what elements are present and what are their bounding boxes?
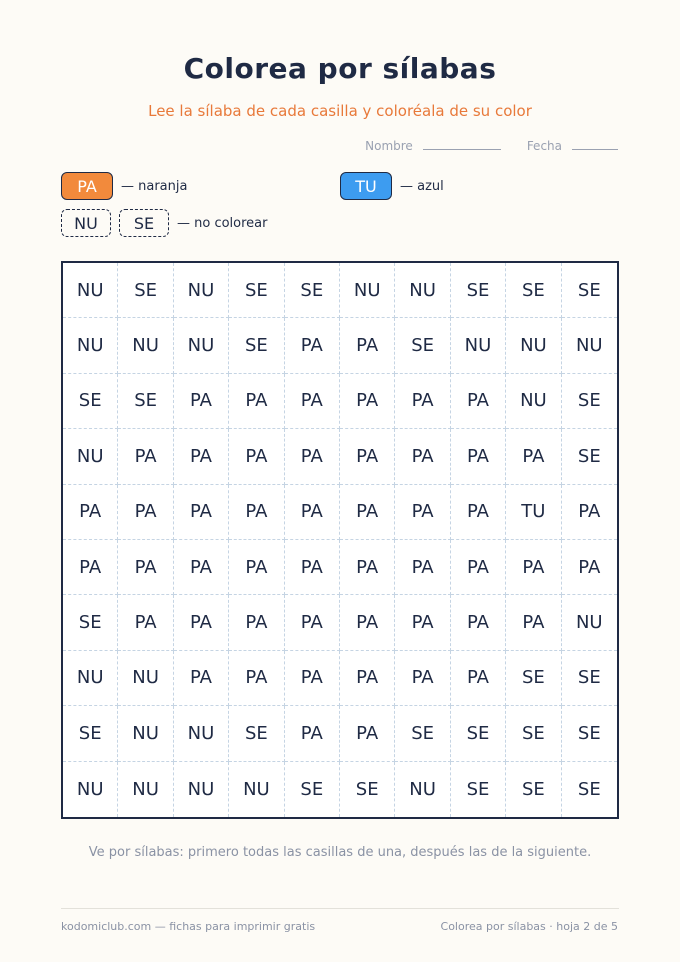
page-subtitle: Lee la sílaba de cada casilla y coloréala de su color bbox=[148, 102, 532, 120]
grid-cell[interactable]: NU bbox=[63, 263, 118, 318]
grid-cell[interactable]: NU bbox=[174, 263, 229, 318]
grid-cell[interactable]: PA bbox=[285, 429, 340, 484]
grid-cell[interactable]: PA bbox=[395, 595, 450, 650]
date-line[interactable] bbox=[572, 149, 618, 150]
grid-cell[interactable]: PA bbox=[174, 429, 229, 484]
grid-cell[interactable]: PA bbox=[285, 540, 340, 595]
page-title: Colorea por sílabas bbox=[183, 52, 497, 85]
grid-cell[interactable]: PA bbox=[285, 706, 340, 761]
syllable-grid bbox=[61, 261, 619, 819]
grid-cell[interactable]: PA bbox=[174, 485, 229, 540]
grid-cell[interactable]: PA bbox=[63, 485, 118, 540]
grid-cell[interactable]: SE bbox=[63, 374, 118, 429]
footer-site: kodomiclub.com — fichas para imprimir gratis bbox=[61, 920, 316, 933]
grid-cell[interactable]: NU bbox=[506, 318, 561, 373]
grid-cell[interactable]: PA bbox=[229, 429, 284, 484]
blue-chip: TU bbox=[340, 172, 392, 200]
grid-cell[interactable]: SE bbox=[506, 706, 561, 761]
grid-cell[interactable]: PA bbox=[395, 429, 450, 484]
grid-cell[interactable]: SE bbox=[562, 263, 617, 318]
grid-cell[interactable]: PA bbox=[506, 595, 561, 650]
grid-cell[interactable]: PA bbox=[118, 540, 173, 595]
blue-label: — azul bbox=[400, 178, 444, 194]
grid-cell[interactable]: PA bbox=[174, 540, 229, 595]
grid-cell[interactable]: PA bbox=[451, 540, 506, 595]
grid-cell[interactable]: NU bbox=[174, 706, 229, 761]
grid-cell[interactable]: NU bbox=[118, 706, 173, 761]
grid-cell[interactable]: PA bbox=[285, 651, 340, 706]
grid-cell[interactable]: PA bbox=[229, 651, 284, 706]
grid-cell[interactable]: NU bbox=[395, 762, 450, 817]
grid-cell[interactable]: TU bbox=[506, 485, 561, 540]
grid-cell[interactable]: PA bbox=[285, 374, 340, 429]
grid-cell[interactable]: PA bbox=[395, 485, 450, 540]
grid-cell[interactable]: SE bbox=[395, 318, 450, 373]
grid-cell[interactable]: NU bbox=[174, 762, 229, 817]
name-line[interactable] bbox=[423, 149, 501, 150]
grid-cell[interactable]: NU bbox=[118, 318, 173, 373]
grid-cell[interactable]: SE bbox=[451, 762, 506, 817]
orange-label: — naranja bbox=[121, 178, 188, 194]
grid-cell[interactable]: SE bbox=[285, 762, 340, 817]
grid-cell[interactable]: SE bbox=[118, 263, 173, 318]
grid-cell[interactable]: PA bbox=[285, 595, 340, 650]
grid-cell[interactable]: PA bbox=[562, 540, 617, 595]
no-color-label: — no colorear bbox=[177, 215, 268, 231]
grid-cell[interactable]: PA bbox=[285, 318, 340, 373]
grid-cell[interactable]: PA bbox=[506, 429, 561, 484]
grid-cell[interactable]: NU bbox=[562, 595, 617, 650]
grid-cell[interactable]: SE bbox=[506, 263, 561, 318]
grid-cell[interactable]: PA bbox=[340, 374, 395, 429]
footer-page-info: Colorea por sílabas · hoja 2 de 5 bbox=[440, 920, 618, 933]
grid-cell[interactable]: PA bbox=[451, 374, 506, 429]
grid-cell[interactable]: NU bbox=[63, 762, 118, 817]
grid-cell[interactable]: PA bbox=[118, 595, 173, 650]
grid-cell[interactable]: PA bbox=[451, 595, 506, 650]
grid-cell[interactable]: SE bbox=[395, 706, 450, 761]
grid-cell[interactable]: PA bbox=[118, 429, 173, 484]
grid-cell[interactable]: PA bbox=[340, 540, 395, 595]
grid-cell[interactable]: PA bbox=[229, 374, 284, 429]
grid-cell[interactable]: SE bbox=[451, 706, 506, 761]
grid-cell[interactable]: SE bbox=[562, 651, 617, 706]
grid-cell[interactable]: NU bbox=[118, 762, 173, 817]
grid-cell[interactable]: PA bbox=[562, 485, 617, 540]
grid-cell[interactable]: PA bbox=[174, 374, 229, 429]
grid-cell[interactable]: SE bbox=[63, 595, 118, 650]
grid-cell[interactable]: PA bbox=[451, 429, 506, 484]
grid-cell[interactable]: PA bbox=[451, 651, 506, 706]
grid-cell[interactable]: NU bbox=[229, 762, 284, 817]
grid-cell[interactable]: NU bbox=[340, 263, 395, 318]
grid-cell[interactable]: SE bbox=[63, 706, 118, 761]
grid-cell[interactable]: PA bbox=[506, 540, 561, 595]
grid-cell[interactable]: NU bbox=[174, 318, 229, 373]
grid-cell[interactable]: NU bbox=[395, 263, 450, 318]
grid-cell[interactable]: PA bbox=[285, 485, 340, 540]
no-color-chip: NU bbox=[61, 209, 111, 237]
grid-cell[interactable]: SE bbox=[577, 778, 601, 800]
grid-cell[interactable]: PA bbox=[174, 595, 229, 650]
name-label: Nombre bbox=[365, 139, 413, 153]
grid-cell[interactable]: PA bbox=[451, 485, 506, 540]
legend-blue bbox=[340, 172, 444, 200]
grid-cell[interactable]: SE bbox=[451, 263, 506, 318]
date-label: Fecha bbox=[526, 139, 562, 153]
legend-orange bbox=[61, 172, 187, 200]
grid-cell[interactable]: PA bbox=[395, 374, 450, 429]
grid-cell[interactable]: PA bbox=[229, 540, 284, 595]
name-date-fields bbox=[365, 139, 618, 153]
grid-cell[interactable]: SE bbox=[506, 762, 561, 817]
grid-cell[interactable]: SE bbox=[340, 762, 395, 817]
grid-cell[interactable]: SE bbox=[118, 374, 173, 429]
grid-cell[interactable]: SE bbox=[285, 263, 340, 318]
grid-cell[interactable]: SE bbox=[506, 651, 561, 706]
grid-cell[interactable]: PA bbox=[340, 595, 395, 650]
grid-cell[interactable]: NU bbox=[506, 374, 561, 429]
grid-cell[interactable]: NU bbox=[562, 318, 617, 373]
instruction-hint: Ve por sílabas: primero todas las casillas de una, después las de la siguiente. bbox=[88, 845, 592, 860]
grid-cell[interactable]: SE bbox=[229, 706, 284, 761]
grid-cell[interactable]: SE bbox=[562, 374, 617, 429]
grid-cell[interactable]: SE bbox=[562, 429, 617, 484]
legend-no-color bbox=[61, 209, 268, 237]
grid-cell[interactable]: NU bbox=[451, 318, 506, 373]
grid-cell[interactable]: SE bbox=[562, 706, 617, 761]
footer-divider bbox=[61, 908, 619, 909]
grid-cell[interactable]: PA bbox=[118, 485, 173, 540]
grid-cell[interactable]: NU bbox=[118, 651, 173, 706]
grid-cell[interactable]: PA bbox=[340, 651, 395, 706]
grid-cell[interactable]: PA bbox=[229, 485, 284, 540]
grid-cell[interactable]: PA bbox=[229, 595, 284, 650]
grid-cell[interactable]: PA bbox=[174, 651, 229, 706]
no-color-chip: SE bbox=[119, 209, 169, 237]
grid-cell[interactable]: PA bbox=[340, 485, 395, 540]
grid-cell[interactable]: PA bbox=[340, 429, 395, 484]
grid-cell[interactable]: NU bbox=[63, 429, 118, 484]
grid-cell[interactable]: SE bbox=[229, 263, 284, 318]
grid-cell[interactable]: SE bbox=[229, 318, 284, 373]
grid-cell[interactable]: PA bbox=[340, 706, 395, 761]
grid-cell[interactable]: NU bbox=[63, 318, 118, 373]
grid-cell[interactable]: PA bbox=[63, 540, 118, 595]
grid-cell[interactable]: PA bbox=[340, 318, 395, 373]
grid-cell[interactable]: NU bbox=[63, 651, 118, 706]
grid-cell[interactable]: PA bbox=[395, 540, 450, 595]
grid-cell[interactable]: PA bbox=[395, 651, 450, 706]
orange-chip: PA bbox=[61, 172, 113, 200]
